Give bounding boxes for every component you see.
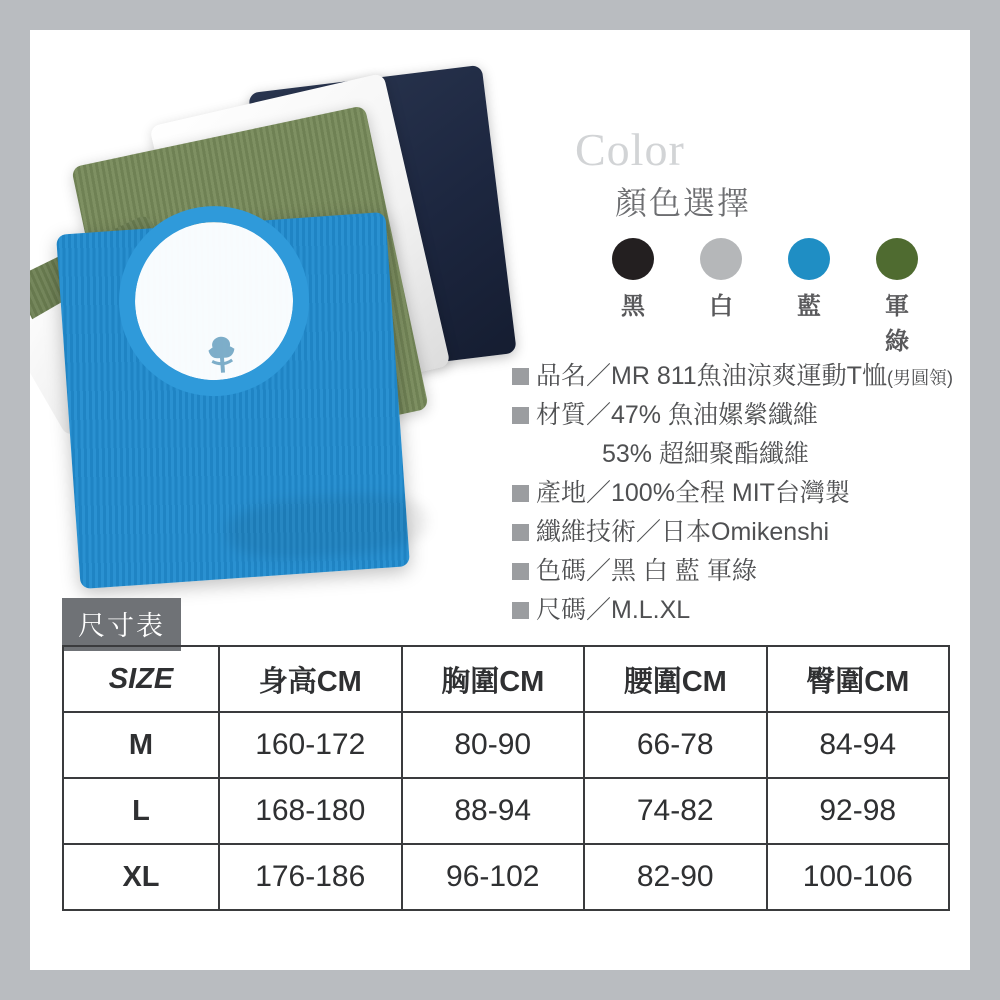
cell-xl-hip: 100-106 xyxy=(767,844,950,910)
spec-label-origin: 產地／100%全程 MIT台灣製 xyxy=(536,479,850,507)
bullet-square-icon xyxy=(512,368,529,385)
bullet-square-icon xyxy=(512,524,529,541)
header-waist: 腰圍CM xyxy=(584,646,767,712)
table-row xyxy=(63,844,949,910)
product-info-page xyxy=(30,30,970,970)
bullet-square-icon xyxy=(512,407,529,424)
cell-l-waist: 74-82 xyxy=(584,778,767,844)
spec-item-product-name xyxy=(512,360,982,393)
color-label-white: 白 xyxy=(709,292,733,320)
color-swatch-blue[interactable] xyxy=(788,238,830,280)
color-label-blue: 藍 xyxy=(797,292,821,320)
cell-size-l: L xyxy=(63,778,219,844)
table-row xyxy=(63,778,949,844)
spec-item-origin xyxy=(512,477,982,510)
color-swatch-black[interactable] xyxy=(612,238,654,280)
cell-size-xl: XL xyxy=(63,844,219,910)
cell-l-chest: 88-94 xyxy=(402,778,585,844)
shirt-blue xyxy=(56,212,410,589)
cell-size-m: M xyxy=(63,712,219,778)
color-label-row xyxy=(612,286,970,356)
cell-m-hip: 84-94 xyxy=(767,712,950,778)
table-header-row xyxy=(63,646,949,712)
brand-logo-icon xyxy=(201,332,242,377)
cell-m-height: 160-172 xyxy=(219,712,402,778)
cell-xl-height: 176-186 xyxy=(219,844,402,910)
color-section xyxy=(550,125,970,356)
spec-item-material xyxy=(512,399,982,432)
cell-l-hip: 92-98 xyxy=(767,778,950,844)
cell-m-chest: 80-90 xyxy=(402,712,585,778)
header-height: 身高CM xyxy=(219,646,402,712)
color-title: Color xyxy=(575,124,685,175)
color-swatch-white[interactable] xyxy=(700,238,742,280)
color-label-black: 黑 xyxy=(621,292,645,320)
size-table xyxy=(62,645,950,911)
spec-label-material: 材質／47% 魚油嫘縈纖維 xyxy=(536,401,818,429)
color-swatch-row xyxy=(612,238,970,280)
cell-xl-waist: 82-90 xyxy=(584,844,767,910)
bullet-square-icon xyxy=(512,485,529,502)
cell-l-height: 168-180 xyxy=(219,778,402,844)
spec-list xyxy=(512,360,982,633)
color-label-army-green: 軍綠 xyxy=(885,292,909,355)
cell-m-waist: 66-78 xyxy=(584,712,767,778)
spec-label-product-name: 品名／MR 811魚油涼爽運動T恤 xyxy=(536,362,887,390)
product-photo xyxy=(30,48,530,608)
spec-label-size-code: 尺碼／M.L.XL xyxy=(536,596,691,624)
header-size: SIZE xyxy=(63,646,219,712)
bullet-square-icon xyxy=(512,602,529,619)
spec-label-fiber-technology: 纖維技術／日本Omikenshi xyxy=(536,518,830,546)
size-table-tag: 尺寸表 xyxy=(62,598,181,651)
spec-material-continuation: 53% 超細聚酯纖維 xyxy=(602,440,809,468)
fold-shadow xyxy=(225,490,429,564)
bullet-square-icon xyxy=(512,563,529,580)
spec-note-product-name: (男圓領) xyxy=(886,368,953,388)
cell-xl-chest: 96-102 xyxy=(402,844,585,910)
header-chest: 胸圍CM xyxy=(402,646,585,712)
spec-label-color-code: 色碼／黑 白 藍 軍綠 xyxy=(536,557,757,585)
table-row xyxy=(63,712,949,778)
header-hip: 臀圍CM xyxy=(767,646,950,712)
color-swatch-army-green[interactable] xyxy=(876,238,918,280)
spec-item-size-code xyxy=(512,594,982,627)
spec-item-color-code xyxy=(512,555,982,588)
color-subtitle: 顏色選擇 xyxy=(615,184,752,221)
spec-item-fiber-technology xyxy=(512,516,982,549)
